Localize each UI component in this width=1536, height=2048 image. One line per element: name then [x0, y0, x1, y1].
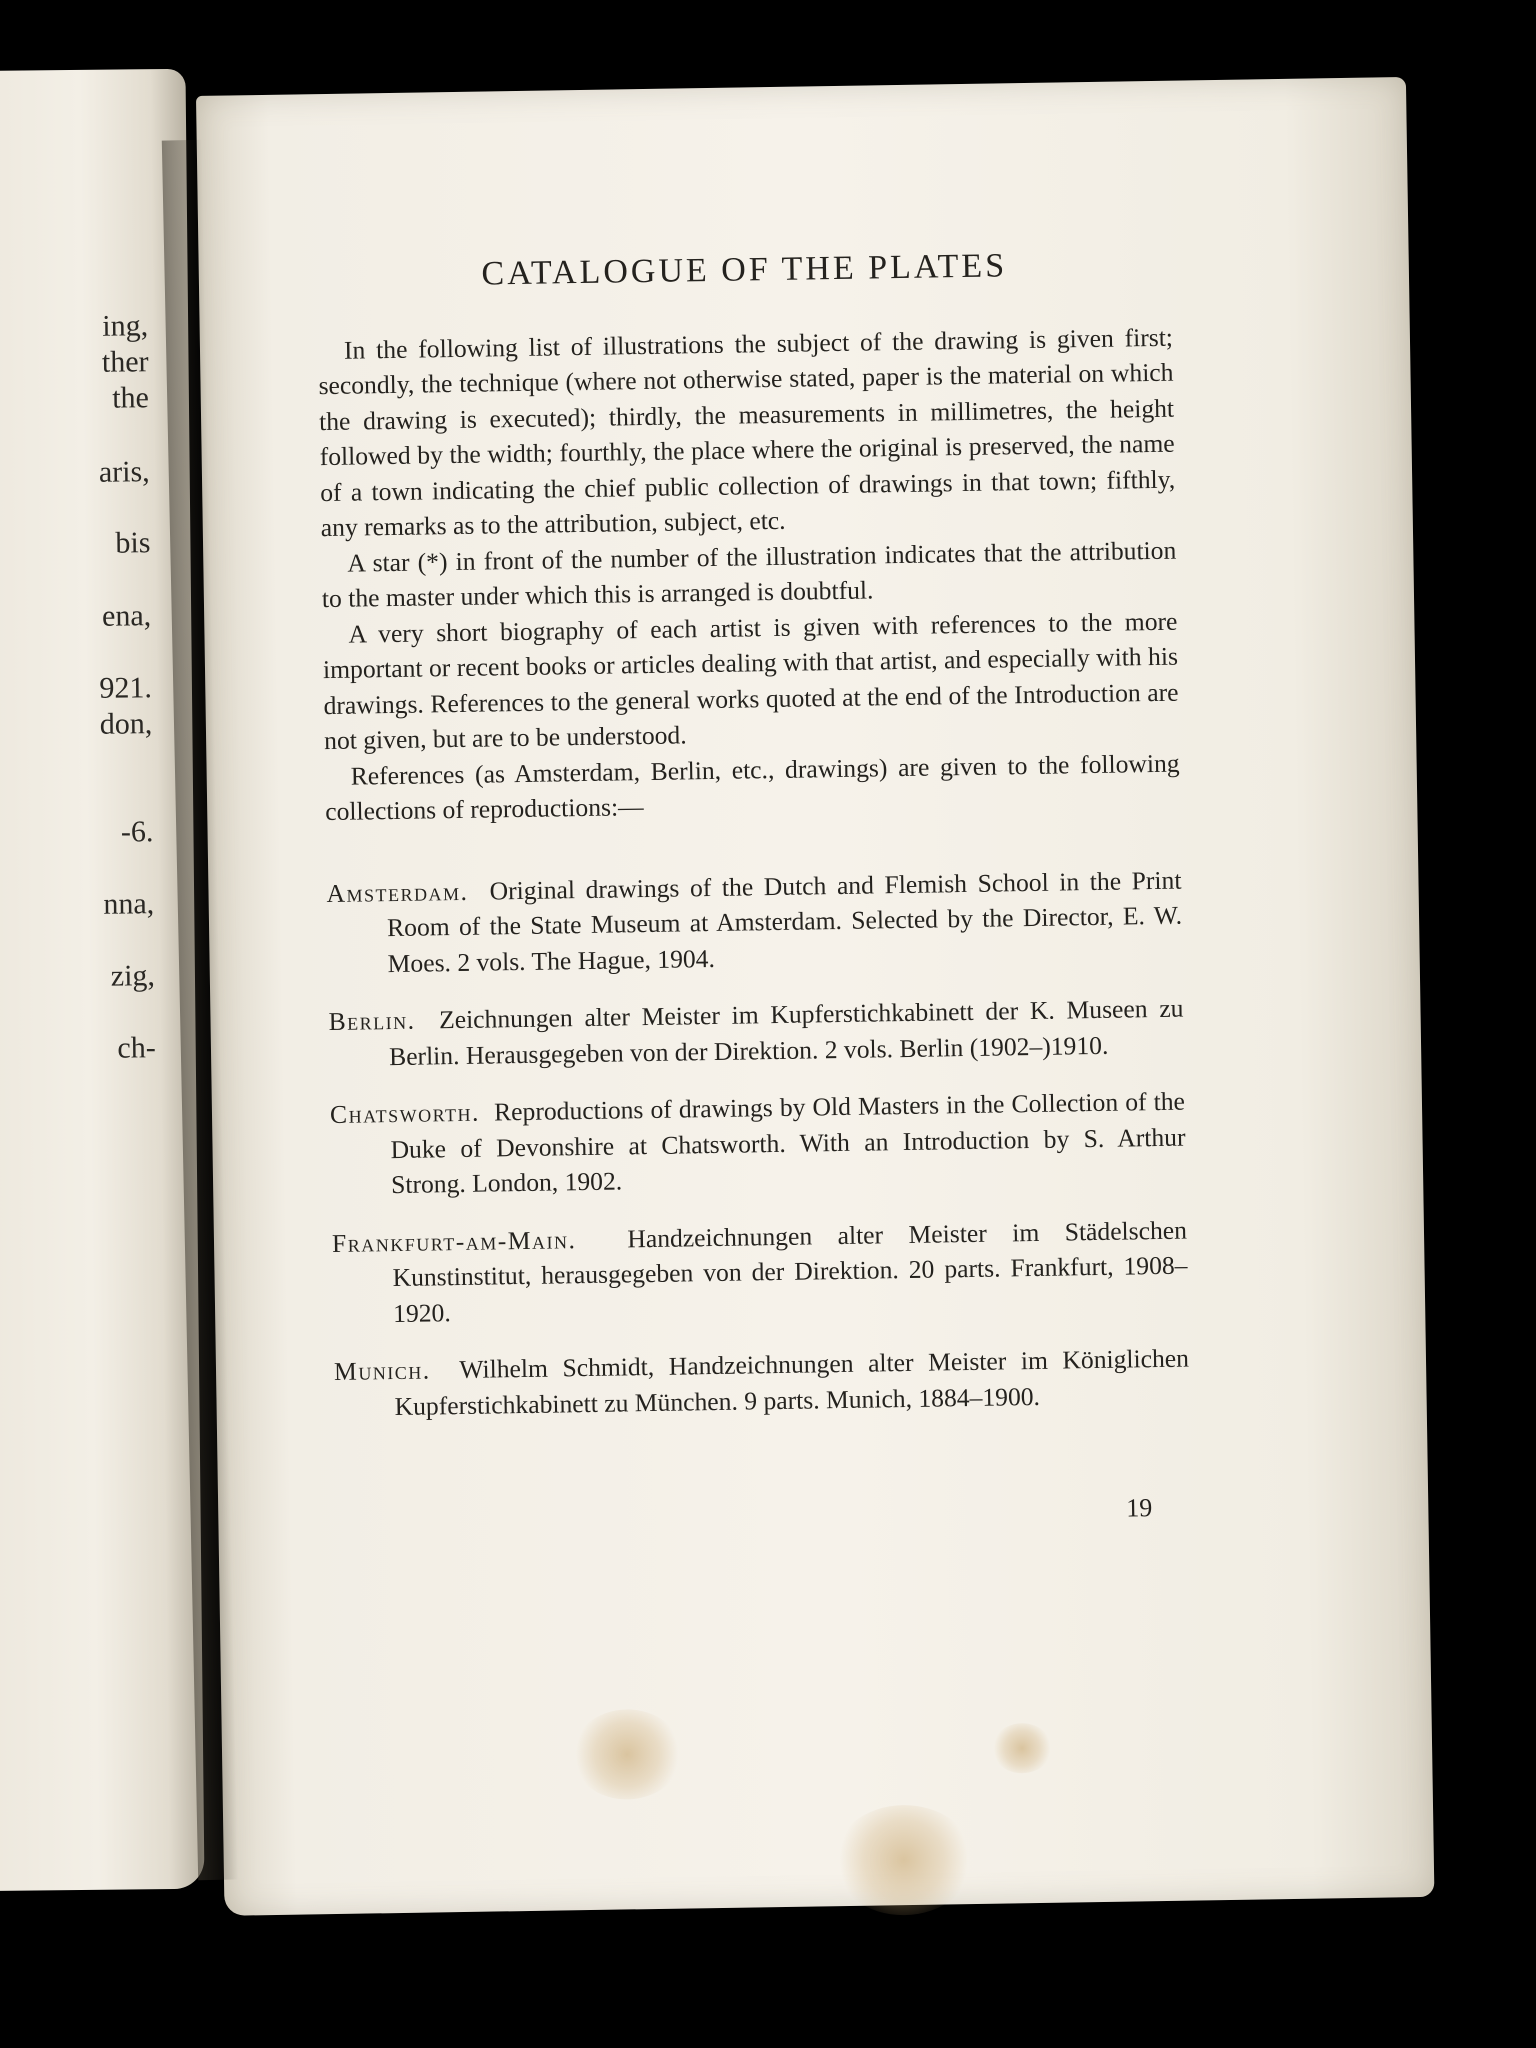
reference-list	[326, 862, 1190, 1425]
reference-entry	[330, 1084, 1187, 1204]
page-content	[317, 246, 1191, 1447]
page-title: CATALOGUE OF THE PLATES	[481, 247, 1008, 293]
references-intro-paragraph: References (as Amsterdam, Berlin, etc., drawings) are given to the following collections of reproductions:—	[325, 748, 1180, 827]
left-page-line: ing,	[102, 309, 149, 343]
reference-text: Wilhelm Schmidt, Handzeichnungen alter Meister im Königlichen Kupferstichkabinett zu München. 9 parts. Munich, 1884–1900.	[394, 1343, 1190, 1421]
left-page-line: ther	[101, 345, 149, 379]
left-page-line: the	[112, 381, 150, 415]
book-page	[196, 77, 1434, 1916]
reference-city: Berlin.	[328, 1005, 416, 1037]
left-page-line: don,	[99, 707, 153, 741]
left-page-line: bis	[115, 526, 151, 560]
reference-city: Chatsworth.	[329, 1097, 481, 1130]
reference-text: Original drawings of the Dutch and Flemish School in the Print Room of the State Museum at Amsterdam. Selected by the Director, E. W. Moes. 2 vols. The Hague, 1904.	[386, 865, 1183, 978]
intro-paragraph: In the following list of illustrations the subject of the drawing is given first; secondly, the technique (where not otherwise stated, paper is the material on which the drawing is executed); thirdly, the measurements in millimetres, the height followed by the width; fourthly, the place where the original is preserved, the name of a town indicating the chief public collection of drawings in that town; fifthly, any remarks as to the attribution, subject, etc.	[318, 322, 1176, 543]
left-page-line: ch-	[117, 1031, 156, 1065]
star-note-paragraph: A star (*) in front of the number of the illustration indicates that the attribution to the master under which this is arranged is doubtful.	[321, 535, 1177, 614]
page-number: 19	[1126, 1493, 1153, 1523]
left-page-line: zig,	[110, 959, 156, 993]
left-page-line: nna,	[103, 887, 155, 921]
foxing-stain	[571, 1709, 682, 1801]
reference-entry	[328, 991, 1184, 1075]
reference-city: Munich.	[333, 1355, 431, 1386]
reference-city: Amsterdam.	[326, 876, 469, 908]
reference-entry	[332, 1212, 1189, 1332]
reference-entry	[334, 1341, 1190, 1425]
reference-text: Zeichnungen alter Meister im Kupferstichkabinett der K. Museen zu Berlin. Herausgegeben von der Direktion. 2 vols. Berlin (1902–)1910.	[388, 993, 1184, 1071]
left-page-line: ena,	[101, 599, 152, 633]
foxing-stain	[833, 1804, 975, 1916]
left-page-line: 921.	[99, 671, 153, 705]
reference-text: Handzeichnungen alter Meister im Städelschen Kunstinstitut, herausgegeben von der Direktion. 20 parts. Frankfurt, 1908–1920.	[392, 1215, 1188, 1328]
biography-paragraph: A very short biography of each artist is given with references to the more important or recent books or articles dealing with that artist, and especially with his drawings. References to the general works quoted at the end of the Introduction are not given, but are to be understood.	[322, 606, 1179, 756]
reference-entry	[326, 862, 1183, 982]
left-page-line: -6.	[120, 815, 154, 849]
foxing-stain	[992, 1723, 1053, 1774]
left-page-line: aris,	[98, 455, 150, 489]
reference-city: Frankfurt-am-Main.	[331, 1224, 577, 1258]
reference-text: Reproductions of drawings by Old Masters in the Collection of the Duke of Devonshire at Chatsworth. With an Introduction by S. Arthur Strong. London, 1902.	[390, 1086, 1186, 1200]
